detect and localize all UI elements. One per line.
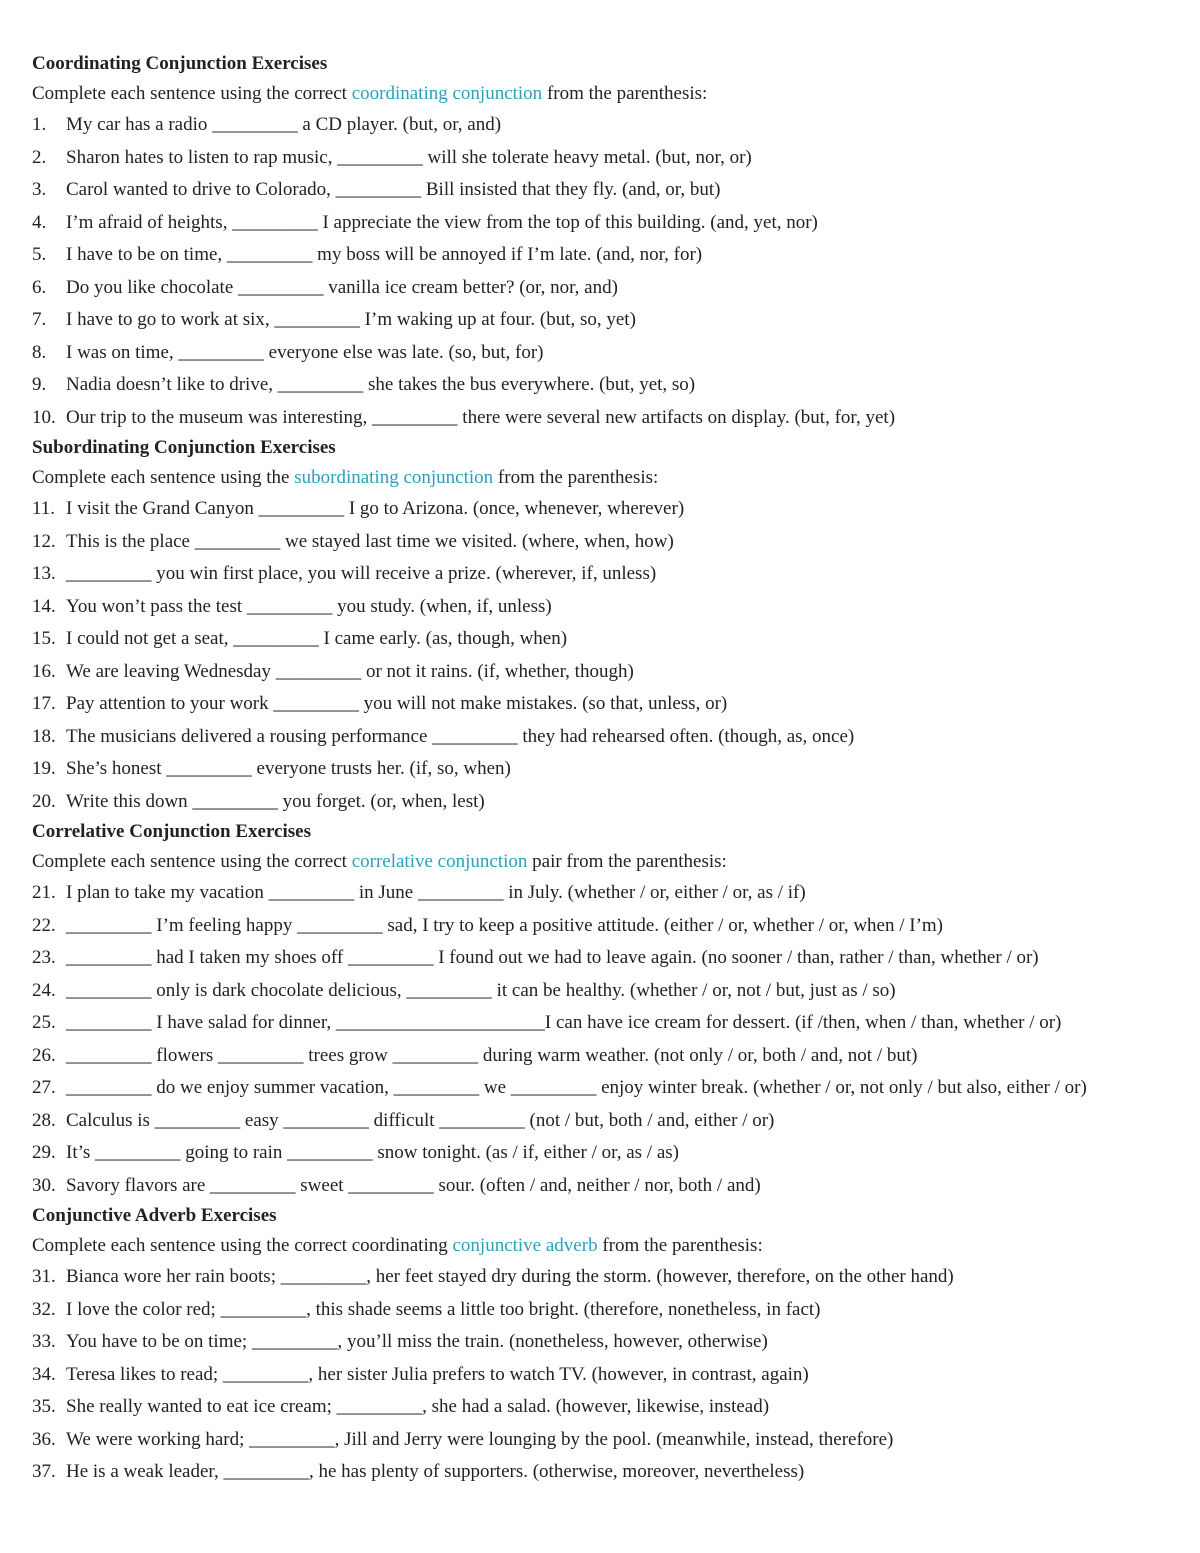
item-sentence: _________ I have salad for dinner, ______________________I can have ice cream for dessert. (if /then, when / than, whether / or): [66, 1012, 1062, 1033]
item-sentence: You have to be on time; _________, you’ll miss the train. (nonetheless, however, otherwise): [66, 1331, 768, 1352]
item-sentence: He is a weak leader, _________, he has plenty of supporters. (otherwise, moreover, nevertheless): [66, 1461, 805, 1482]
item-sentence: We were working hard; _________, Jill and Jerry were lounging by the pool. (meanwhile, instead, therefore): [66, 1428, 894, 1450]
section-instruction: [32, 462, 1168, 493]
exercise-section: [32, 50, 1168, 434]
item-sentence: I was on time, _________ everyone else was late. (so, but, for): [66, 341, 544, 363]
item-number: 27.: [32, 1077, 56, 1098]
item-number: 2.: [32, 146, 47, 168]
item-number: 34.: [32, 1363, 56, 1385]
item-number: 19.: [32, 758, 56, 779]
item-sentence: It’s _________ going to rain _________ snow tonight. (as / if, either / or, as / as): [66, 1142, 679, 1163]
item-number: 5.: [32, 244, 47, 265]
item-number: 4.: [32, 211, 47, 233]
item-sentence: We are leaving Wednesday _________ or not it rains. (if, whether, though): [66, 660, 634, 682]
item-sentence: She really wanted to eat ice cream; _________, she had a salad. (however, likewise, instead): [66, 1396, 770, 1417]
exercise-item: [32, 1456, 1168, 1489]
item-number: 20.: [32, 790, 56, 812]
item-sentence: Bianca wore her rain boots; _________, her feet stayed dry during the storm. (however, therefore, on the other hand): [66, 1266, 954, 1287]
exercise-item: [32, 1261, 1168, 1294]
exercise-item: [32, 591, 1168, 624]
item-number: 21.: [32, 882, 56, 903]
section-heading: Coordinating Conjunction Exercises: [32, 53, 328, 74]
item-number: 17.: [32, 693, 56, 714]
exercise-item: [32, 1391, 1168, 1424]
item-sentence: _________ only is dark chocolate delicious, _________ it can be healthy. (whether / or, not / but, just as / so): [66, 979, 896, 1001]
item-number: 16.: [32, 660, 56, 682]
instruction-link[interactable]: coordinating conjunction: [351, 83, 543, 104]
item-number: 35.: [32, 1396, 56, 1417]
item-sentence: _________ flowers _________ trees grow _________ during warm weather. (not only / or, both / and, not / but): [66, 1044, 918, 1066]
item-number: 8.: [32, 341, 47, 363]
exercise-section: [32, 818, 1168, 1202]
item-number: 32.: [32, 1298, 56, 1320]
instruction-text: Complete each sentence using the correct: [32, 83, 352, 104]
exercise-item: [32, 656, 1168, 689]
item-sentence: _________ do we enjoy summer vacation, _________ we _________ enjoy winter break. (whether / or, not only / but also, either / or): [66, 1077, 1087, 1098]
item-number: 9.: [32, 374, 47, 395]
instruction-text: pair from the parenthesis:: [527, 851, 727, 872]
exercise-item: [32, 877, 1168, 910]
item-number: 29.: [32, 1142, 56, 1163]
item-number: 30.: [32, 1174, 56, 1196]
item-sentence: You won’t pass the test _________ you study. (when, if, unless): [66, 595, 552, 617]
item-number: 12.: [32, 530, 56, 552]
exercise-item: [32, 526, 1168, 559]
instruction-text: from the parenthesis:: [597, 1235, 763, 1256]
item-sentence: I plan to take my vacation _________ in June _________ in July. (whether / or, either / or, as / if): [66, 882, 806, 903]
exercise-item: [32, 174, 1168, 207]
item-number: 1.: [32, 114, 47, 135]
exercise-item: [32, 142, 1168, 175]
item-sentence: Carol wanted to drive to Colorado, _________ Bill insisted that they fly. (and, or, but): [66, 179, 721, 200]
item-number: 37.: [32, 1461, 56, 1482]
exercise-item: [32, 109, 1168, 142]
item-number: 25.: [32, 1012, 56, 1033]
item-sentence: Our trip to the museum was interesting, _________ there were several new artifacts on display. (but, for, yet): [66, 406, 896, 428]
item-number: 31.: [32, 1266, 56, 1287]
exercise-item: [32, 239, 1168, 272]
item-sentence: Teresa likes to read; _________, her sister Julia prefers to watch TV. (however, in contrast, again): [66, 1363, 809, 1385]
section-instruction: [32, 78, 1168, 109]
item-number: 11.: [32, 498, 56, 519]
exercise-item: [32, 337, 1168, 370]
exercise-item: [32, 975, 1168, 1008]
instruction-text: Complete each sentence using the: [32, 467, 295, 488]
exercise-list: [32, 109, 1168, 434]
exercise-item: [32, 558, 1168, 591]
item-sentence: _________ I’m feeling happy _________ sad, I try to keep a positive attitude. (either / or, whether / or, when / I’m): [66, 914, 944, 936]
item-number: 6.: [32, 276, 47, 298]
exercise-item: [32, 493, 1168, 526]
item-sentence: I have to be on time, _________ my boss will be annoyed if I’m late. (and, nor, for): [66, 244, 703, 265]
exercise-item: [32, 1137, 1168, 1170]
exercise-item: [32, 786, 1168, 819]
item-sentence: Nadia doesn’t like to drive, _________ she takes the bus everywhere. (but, yet, so): [66, 374, 696, 395]
item-sentence: The musicians delivered a rousing performance _________ they had rehearsed often. (though, as, once): [66, 725, 855, 747]
item-sentence: _________ had I taken my shoes off _________ I found out we had to leave again. (no sooner / than, rather / than, whether / or): [66, 947, 1039, 968]
exercise-item: [32, 942, 1168, 975]
item-sentence: _________ you win first place, you will receive a prize. (wherever, if, unless): [66, 563, 657, 584]
item-sentence: She’s honest _________ everyone trusts her. (if, so, when): [66, 758, 511, 779]
item-sentence: Calculus is _________ easy _________ difficult _________ (not / but, both / and, either / or): [66, 1109, 775, 1131]
exercise-item: [32, 1326, 1168, 1359]
item-number: 18.: [32, 725, 56, 747]
instruction-link[interactable]: conjunctive adverb: [452, 1235, 598, 1256]
item-number: 10.: [32, 406, 56, 428]
item-number: 3.: [32, 179, 47, 200]
item-sentence: Write this down _________ you forget. (or, when, lest): [66, 790, 485, 812]
item-sentence: Pay attention to your work _________ you will not make mistakes. (so that, unless, or): [66, 693, 728, 714]
item-number: 15.: [32, 628, 56, 649]
exercise-item: [32, 1040, 1168, 1073]
instruction-text: Complete each sentence using the correct coordinating: [32, 1235, 453, 1256]
item-sentence: Do you like chocolate _________ vanilla ice cream better? (or, nor, and): [66, 276, 618, 298]
exercise-item: [32, 1294, 1168, 1327]
exercise-item: [32, 1007, 1168, 1040]
exercise-item: [32, 623, 1168, 656]
exercise-item: [32, 1424, 1168, 1457]
item-number: 28.: [32, 1109, 56, 1131]
exercise-list: [32, 493, 1168, 818]
exercise-section: [32, 434, 1168, 818]
item-number: 14.: [32, 595, 56, 617]
instruction-link[interactable]: subordinating conjunction: [294, 467, 494, 488]
exercise-item: [32, 369, 1168, 402]
exercise-item: [32, 207, 1168, 240]
exercise-item: [32, 272, 1168, 305]
item-number: 26.: [32, 1044, 56, 1066]
exercise-item: [32, 402, 1168, 435]
item-sentence: I’m afraid of heights, _________ I appreciate the view from the top of this building. (and, yet, nor): [66, 211, 818, 233]
section-heading: Correlative Conjunction Exercises: [32, 821, 311, 842]
item-sentence: I could not get a seat, _________ I came early. (as, though, when): [66, 628, 568, 649]
exercise-item: [32, 688, 1168, 721]
exercise-item: [32, 721, 1168, 754]
item-number: 7.: [32, 309, 47, 330]
item-number: 24.: [32, 979, 56, 1001]
exercise-item: [32, 1072, 1168, 1105]
section-instruction: [32, 846, 1168, 877]
exercise-item: [32, 304, 1168, 337]
instruction-text: from the parenthesis:: [542, 83, 708, 104]
exercise-list: [32, 877, 1168, 1202]
instruction-text: from the parenthesis:: [493, 467, 659, 488]
item-sentence: Sharon hates to listen to rap music, _________ will she tolerate heavy metal. (but, nor, or): [66, 146, 752, 168]
item-sentence: This is the place _________ we stayed last time we visited. (where, when, how): [66, 530, 674, 552]
exercise-list: [32, 1261, 1168, 1489]
worksheet: [32, 50, 1168, 1489]
item-number: 23.: [32, 947, 56, 968]
section-heading: Subordinating Conjunction Exercises: [32, 437, 336, 458]
exercise-section: [32, 1202, 1168, 1489]
item-sentence: My car has a radio _________ a CD player. (but, or, and): [66, 114, 502, 135]
instruction-text: Complete each sentence using the correct: [32, 851, 352, 872]
exercise-item: [32, 1359, 1168, 1392]
item-sentence: I visit the Grand Canyon _________ I go to Arizona. (once, whenever, wherever): [66, 498, 685, 519]
item-sentence: I love the color red; _________, this shade seems a little too bright. (therefore, nonetheless, in fact): [66, 1298, 821, 1320]
item-sentence: I have to go to work at six, _________ I’m waking up at four. (but, so, yet): [66, 309, 636, 330]
item-number: 36.: [32, 1428, 56, 1450]
exercise-item: [32, 910, 1168, 943]
item-number: 13.: [32, 563, 56, 584]
section-instruction: [32, 1230, 1168, 1261]
exercise-item: [32, 753, 1168, 786]
instruction-link[interactable]: correlative conjunction: [351, 851, 528, 872]
item-number: 33.: [32, 1331, 56, 1352]
exercise-item: [32, 1170, 1168, 1203]
item-number: 22.: [32, 914, 56, 936]
item-sentence: Savory flavors are _________ sweet _________ sour. (often / and, neither / nor, both / and): [66, 1174, 761, 1196]
exercise-item: [32, 1105, 1168, 1138]
section-heading: Conjunctive Adverb Exercises: [32, 1205, 277, 1226]
